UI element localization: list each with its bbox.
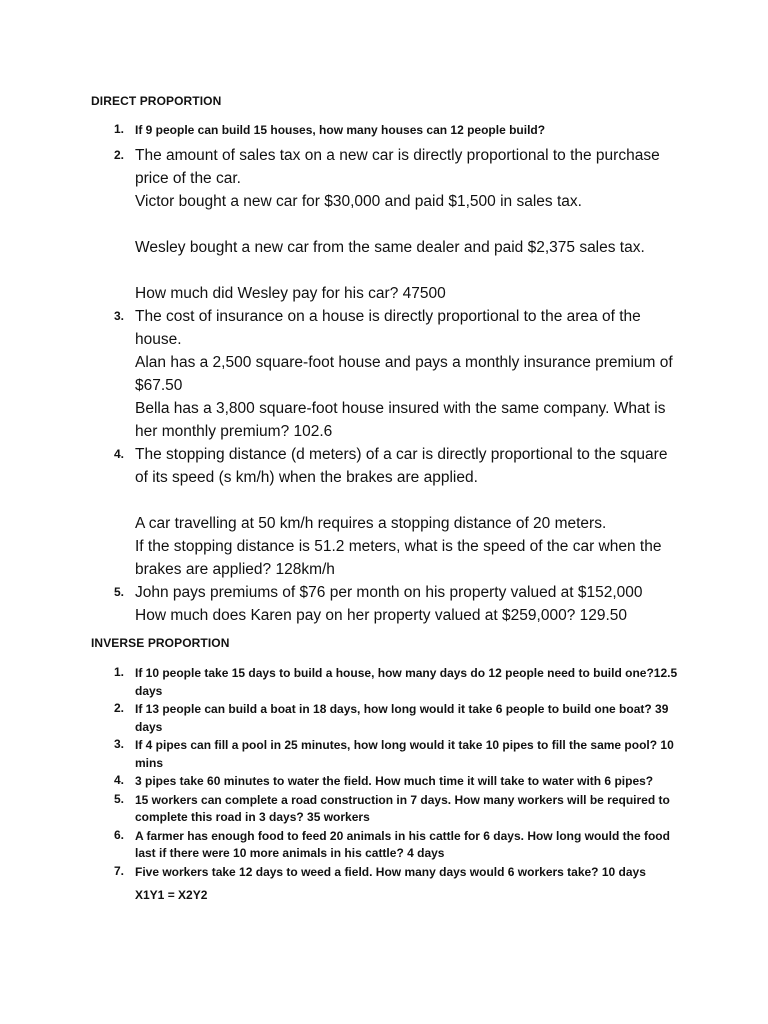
item-text: If 4 pipes can fill a pool in 25 minutes, how long would it take 10 pipes to fill the same pool? 10 mins — [135, 738, 674, 770]
inverse-proportion-heading: INVERSE PROPORTION — [91, 636, 230, 650]
list-item — [0, 121, 768, 144]
item-number: 4. — [114, 773, 125, 787]
item-text: Victor bought a new car for $30,000 and paid $1,500 in sales tax. — [135, 193, 582, 210]
list-item — [0, 828, 768, 863]
item-text: 15 workers can complete a road construction in 7 days. How many workers will be required to complete this road in 3 days? 35 workers — [135, 792, 670, 824]
list-item — [0, 665, 768, 700]
list-item — [0, 792, 768, 827]
item-number: 1. — [114, 665, 125, 679]
item-text: 3 pipes take 60 minutes to water the field. How much time it will take to water with 6 pipes? — [135, 774, 654, 788]
inverse-proportion-list — [0, 665, 768, 882]
list-item — [0, 305, 768, 443]
item-number: 3. — [114, 737, 125, 751]
item-number: 4. — [114, 447, 125, 461]
item-text: The cost of insurance on a house is directly proportional to the area of the house. — [135, 308, 641, 348]
formula: X1Y1 = X2Y2 — [135, 888, 208, 902]
list-item — [0, 581, 768, 627]
item-text: The amount of sales tax on a new car is directly proportional to the purchase price of the car. — [135, 147, 660, 187]
item-number: 2. — [114, 701, 125, 715]
item-text: How much did Wesley pay for his car? 47500 — [135, 285, 446, 302]
direct-proportion-heading: DIRECT PROPORTION — [91, 94, 222, 108]
item-text: A car travelling at 50 km/h requires a stopping distance of 20 meters. — [135, 515, 607, 532]
list-item — [0, 864, 768, 882]
item-text: John pays premiums of $76 per month on his property valued at $152,000 — [135, 584, 643, 601]
item-number: 2. — [114, 148, 125, 162]
list-item — [0, 144, 768, 305]
item-text: How much does Karen pay on her property valued at $259,000? 129.50 — [135, 607, 628, 624]
item-text: Alan has a 2,500 square-foot house and pays a monthly insurance premium of $67.50 — [135, 354, 673, 394]
item-text: The stopping distance (d meters) of a car is directly proportional to the square of its speed (s km/h) when the brakes are applied. — [135, 446, 668, 486]
list-item — [0, 443, 768, 581]
item-number: 1. — [114, 122, 125, 136]
item-text: Five workers take 12 days to weed a field. How many days would 6 workers take? 10 days — [135, 864, 646, 879]
item-text: If 10 people take 15 days to build a house, how many days do 12 people need to build one?12.5 days — [135, 666, 678, 698]
item-number: 3. — [114, 309, 125, 323]
list-item — [0, 773, 768, 791]
item-text: Bella has a 3,800 square-foot house insured with the same company. What is her monthly premium? 102.6 — [135, 400, 666, 440]
item-text: If 9 people can build 15 houses, how many houses can 12 people build? — [135, 123, 546, 137]
item-number: 5. — [114, 585, 125, 599]
item-number: 6. — [114, 827, 125, 842]
item-text: A farmer has enough food to feed 20 animals in his cattle for 6 days. How long would the food last if there were 10 more animals in his cattle? 4 days — [135, 828, 670, 860]
item-text: Wesley bought a new car from the same dealer and paid $2,375 sales tax. — [135, 239, 645, 256]
item-number: 7. — [114, 863, 125, 878]
list-item — [0, 701, 768, 736]
direct-proportion-list — [0, 121, 768, 627]
item-text: If the stopping distance is 51.2 meters, what is the speed of the car when the brakes are applied? 128km/h — [135, 538, 662, 578]
list-item — [0, 737, 768, 772]
item-text: If 13 people can build a boat in 18 days, how long would it take 6 people to build one boat? 39 days — [135, 702, 669, 734]
item-number: 5. — [114, 791, 125, 806]
